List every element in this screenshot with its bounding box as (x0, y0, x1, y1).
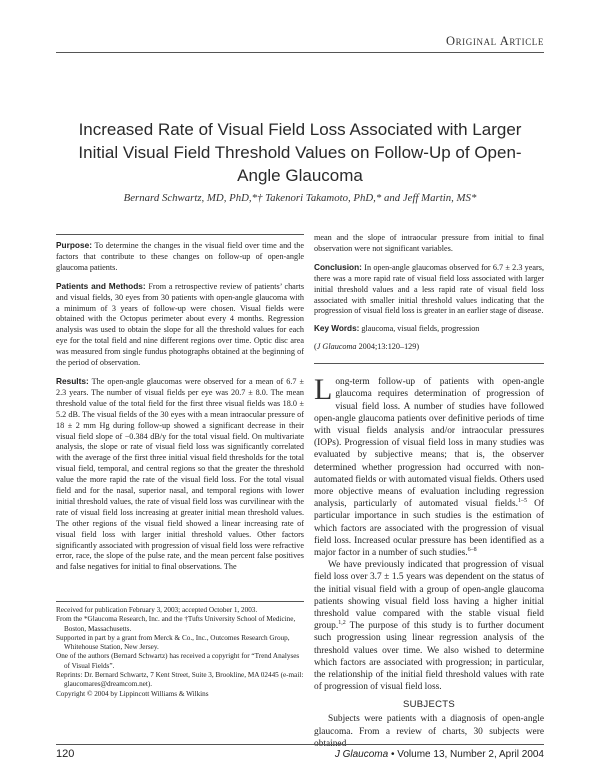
abstract-methods (56, 281, 304, 369)
footer-rule (56, 744, 544, 745)
body-paragraph-3: Subjects were patients with a diagnosis of open-angle glaucoma. From a review of charts, 30 subjects were obtained (314, 714, 544, 749)
left-column (56, 240, 304, 580)
journal-citation: (J Glaucoma 2004;13:120–129) (314, 342, 420, 352)
reference: 1–5 (517, 498, 527, 505)
abstract-end-rule (314, 363, 544, 364)
drop-cap: L (314, 373, 333, 407)
footer-issue: • Volume 13, Number 2, April 2004 (388, 749, 544, 760)
section-label: Original Article (445, 34, 544, 48)
methods-text: From a retrospective review of patients’ charts and visual fields, 30 eyes from 30 patients with open-angle glaucoma with a minimum of 3 years of follow-up were chosen. Visual fields were obtained with the Octopus perimeter about every 4 months. Regression analysis was used to obtain the slope for all the threshold values for each eye for the total field and nine different regions over time. Optic disc area was measured from single fundus photographs obtained at the beginning of the period of observation. (56, 281, 305, 368)
footer-journal: J Glaucoma (334, 749, 389, 760)
results-text: The open-angle glaucomas were observed for a mean of 6.7 ± 2.3 years. The number of visual fields per eye was 20.7 ± 8.0. The mean threshold value of the total field for the first three visual fields was 18.0 ± 5.2 dB. The visual fields of the 30 eyes with a mean intraocular pressure of 18 ± 2 mm Hg during follow-up showed a significant decrease in their visual field slope of −0.384 dB/y for the total visual field. On multivariate analysis, the slope or rate of visual field loss was significantly correlated with the average of the first three initial visual field thresholds for the total visual field, temporal, and central regions so that the greater the threshold value the more rapid the rate of the visual field loss. For the total visual field and for the nasal, superior nasal, and temporal regions with lower initial threshold values, the rate of visual field loss was curvilinear with the rate of visual field loss increasing at greater initial mean threshold values. The other regions of the visual field showed a linear increasing rate of visual field loss with larger initial threshold values. Other factors significantly associated with progression of visual field loss were refractive error, race, the slope of the pulse rate, and the mean percent false positives and false negatives for initial to final observations. The (56, 376, 304, 572)
reference: 6–8 (467, 546, 477, 553)
page-number: 120 (56, 748, 75, 760)
top-rule (56, 52, 544, 53)
citation-journal: J Glaucoma (316, 342, 357, 352)
article-title: Increased Rate of Visual Field Loss Associated with Larger Initial Visual Field Threshold Values on Follow-Up of Open-Angle Glaucoma (78, 120, 522, 185)
abstract-results-continued: mean and the slope of intraocular pressure from initial to final observation were not significant variables. (314, 233, 544, 253)
conclusion-label: Conclusion: (314, 261, 362, 272)
footnotes (56, 601, 304, 699)
footnote-support: Supported in part by a grant from Merck & Co., Inc., Outcomes Research Group, Whitehouse Station, New Jersey. (56, 633, 290, 652)
conclusion-text: In open-angle glaucomas observed for 6.7 ± 2.3 years, there was a more rapid rate of visual field loss associated with larger initial threshold values and a less rapid rate of visual field loss associated with smaller initial threshold values indicating that the progression of visual field loss is greater in an earlier stage of disease. (314, 262, 545, 316)
body-paragraph-1: Long-term follow-up of patients with open-angle glaucoma requires determination of progression of visual field loss. A number of studies have followed open-angle glaucoma patients over definitive periods of time with visual fields analysis and/or intraocular pressures (IOPs). Progression of visual field loss in many studies was evaluated by subjective means; that is, the observer determined whether progression had occurred with non-automated fields or with automated visual fields. Others used more objective means of evaluation including regression analysis, particularly of automated visual fields.$^{1-5}$ Of particular importance in such studies is the estimation of which factors are associated with the progression of visual field loss. Increased ocular pressure has been identified as a major factor in a number of such studies.$^{6-8}$ (314, 373, 544, 558)
footnote-copyright: Copyright © 2004 by Lippincott Williams & Wilkins (56, 689, 209, 698)
footnote-copyright-trend: One of the authors (Bernard Schwartz) has received a copyright for “Trend Analyses of Visual Fields”. (56, 652, 300, 670)
abstract-rule (56, 234, 304, 235)
abstract-conclusion (314, 262, 544, 318)
methods-label: Patients and Methods: (56, 280, 146, 291)
footnote-affiliation: From the *Glaucoma Research, Inc. and the †Tufts University School of Medicine, Boston, Massachusetts. (56, 615, 296, 633)
body-paragraph-2: We have previously indicated that progression of visual field loss over 3.7 ± 1.5 years was dependent on the status of the initial visual field with a group of open-angle glaucoma patients showing visual field loss having a higher initial threshold value compared with the stable visual field group.$^{1,2}$ The purpose of this study is to further document such progression using linear regression analysis of the threshold values over time. We also wished to determine which factors are associated with progression; in particular, the relationship of the initial field threshold values with rate of progression of visual field loss. (314, 560, 544, 693)
footnote-reprints: Reprints: Dr. Bernard Schwartz, 7 Kent Street, Suite 3, Brookline, MA 02445 (e-mail: glaucomares@dreamcom.net). (56, 671, 304, 689)
abstract-purpose (56, 240, 304, 274)
keywords-text: glaucoma, visual fields, progression (361, 324, 480, 334)
section-heading-subjects: SUBJECTS (402, 699, 456, 711)
reference: 1,2 (338, 620, 346, 627)
running-footer (335, 749, 544, 760)
abstract-results (56, 376, 304, 573)
purpose-label: Purpose: (56, 240, 92, 250)
keywords (314, 324, 544, 335)
citation-details: 2004;13:120–129) (358, 342, 420, 352)
purpose-text: To determine the changes in the visual field over time and the factors that contribute to these changes on follow-up of open-angle glaucoma patients. (56, 241, 304, 272)
footnote-received: Received for publication February 3, 2003; accepted October 1, 2003. (56, 606, 258, 614)
author-list: Bernard Schwartz, MD, PhD,*† Takenori Takamoto, PhD,* and Jeff Martin, MS* (123, 192, 477, 204)
right-column (314, 233, 544, 750)
keywords-label: Key Words: (314, 324, 360, 334)
results-label: Results: (56, 375, 89, 386)
